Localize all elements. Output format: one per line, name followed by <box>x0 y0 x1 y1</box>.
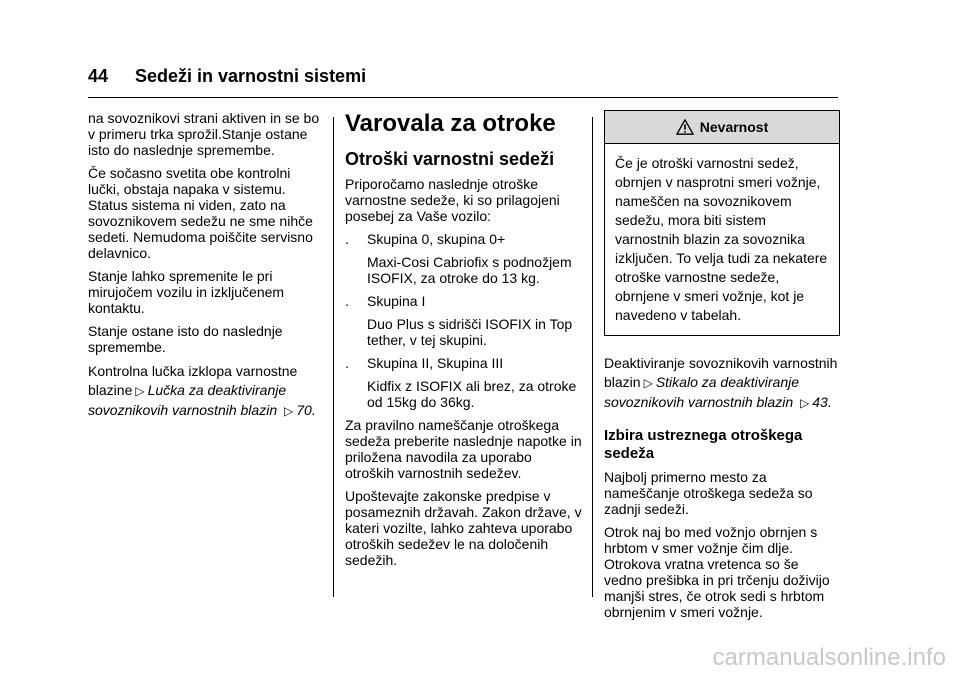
cross-reference-arrow-icon: ▷ <box>643 376 653 390</box>
bullet-item <box>345 231 583 247</box>
warning-box <box>604 110 840 336</box>
reference-lead-text: Kontrolna lučka izklopa varnostne blazine <box>88 363 298 398</box>
warning-text: Če je otroški varnostni sedež, obrnjen v nasprotni smeri vožnje, nameščen na sovoznikovem sedežu, mora biti sistem varnostnih blazin za sovoznika izključen. To velja tudi za nekatere otroške varnostne sedeže, obrnjene v smeri vožnje, kot je navedeno v tabelah. <box>615 155 828 323</box>
bullet-description: Maxi-Cosi Cabriofix s podnožjem ISOFIX, za otroke do 13 kg. <box>367 254 572 286</box>
bullet-group: Skupina 0, skupina 0+ <box>367 231 506 247</box>
subsection-heading: Izbira ustreznega otroškega sedeža <box>604 427 803 462</box>
bullet-item <box>345 293 583 309</box>
reference-page-number[interactable]: 43 <box>812 394 828 410</box>
paragraph: Stanje ostane isto do naslednje spremembe. <box>88 323 283 355</box>
paragraph: Otrok naj bo med vožnjo obrnjen s hrbtom v smer vožnje čim dlje. Otrokova vratna vretenca so še vedno prešibka in pri trčenju doživijo manjši stres, če otrok sedi s hrbtom obrnjenim v smeri vožnje. <box>604 524 830 620</box>
paragraph: Upoštevajte zakonske predpise v posameznih državah. Zakon države, v kateri vozilte, lahko zahteva uporabo otroških sedežev le na določenih sedežih. <box>345 488 582 568</box>
header-divider <box>88 97 838 98</box>
paragraph: Najbolj primerno mesto za nameščanje otroškega sedeža so zadnji sedeži. <box>604 469 813 517</box>
bullet-marker: . <box>345 231 349 247</box>
column-divider <box>333 117 334 597</box>
paragraph: Če sočasno svetita obe kontrolni lučki, obstaja napaka v sistemu. Status sistema ni viden, zato na sovoznikovem sedežu ne sme nihče sedeti. Nemudoma poiščite servisno delavnico. <box>88 165 313 261</box>
paragraph-with-reference: Deaktiviranje sovoznikovih varnostnih blazin ▷ Stikalo za deaktiviranje sovoznikovih varnostnih blazin ▷ 43. <box>604 354 840 413</box>
reference-page-number[interactable]: 70 <box>296 402 312 418</box>
bullet-group: Skupina II, Skupina III <box>367 355 504 371</box>
cross-reference-link[interactable]: Stikalo za deaktiviranje sovoznikovih varnostnih blazin <box>604 374 800 410</box>
column-left <box>88 110 326 428</box>
section-heading: Otroški varnostni sedeži <box>345 149 555 169</box>
column-right <box>604 110 840 627</box>
page-number: 44 <box>88 66 109 86</box>
paragraph: Stanje lahko spremenite le pri mirujočem vozilu in izključenem kontaktu. <box>88 268 285 316</box>
chapter-heading: Varovala za otroke <box>345 110 556 137</box>
bullet-marker: . <box>345 293 349 309</box>
reference-lead-text: Deaktiviranje sovoznikovih varnostnih blazin <box>604 355 838 390</box>
cross-reference-arrow-icon: ▷ <box>284 404 294 418</box>
cross-reference-link[interactable]: Lučka za deaktiviranje sovoznikovih varnostnih blazin <box>88 382 287 418</box>
warning-triangle-icon <box>676 118 694 136</box>
bullet-description: Duo Plus s sidrišči ISOFIX in Top tether, v tej skupini. <box>367 316 573 348</box>
page-header <box>88 66 838 94</box>
cross-reference-arrow-icon: ▷ <box>135 384 145 398</box>
bullet-description: Kidfix z ISOFIX ali brez, za otroke od 15kg do 36kg. <box>367 378 577 410</box>
section-title: Sedeži in varnostni sistemi <box>135 66 367 86</box>
paragraph: Priporočamo naslednje otroške varnostne sedeže, ki so prilagojeni posebej za Vaše vozilo: <box>345 176 560 224</box>
paragraph-with-reference: Kontrolna lučka izklopa varnostne blazine ▷ Lučka za deaktiviranje sovoznikovih varnostnih blazin ▷ 70. <box>88 362 326 421</box>
cross-reference-arrow-icon: ▷ <box>800 396 810 410</box>
bullet-group: Skupina I <box>367 293 426 309</box>
watermark: carmanualsonline.info <box>712 644 946 671</box>
bullet-marker: . <box>345 355 349 371</box>
paragraph: na sovoznikovi strani aktiven in se bo v primeru trka sprožil.Stanje ostane isto do naslednje spremembe. <box>88 110 320 158</box>
column-middle <box>345 110 583 575</box>
warning-title: Nevarnost <box>699 119 769 135</box>
paragraph: Za pravilno nameščanje otroškega sedeža preberite naslednje napotke in priložena navodila za uporabo otroških varnostnih sedežev. <box>345 417 582 481</box>
column-divider <box>592 117 593 597</box>
bullet-item <box>345 355 583 371</box>
warning-header <box>605 111 839 144</box>
